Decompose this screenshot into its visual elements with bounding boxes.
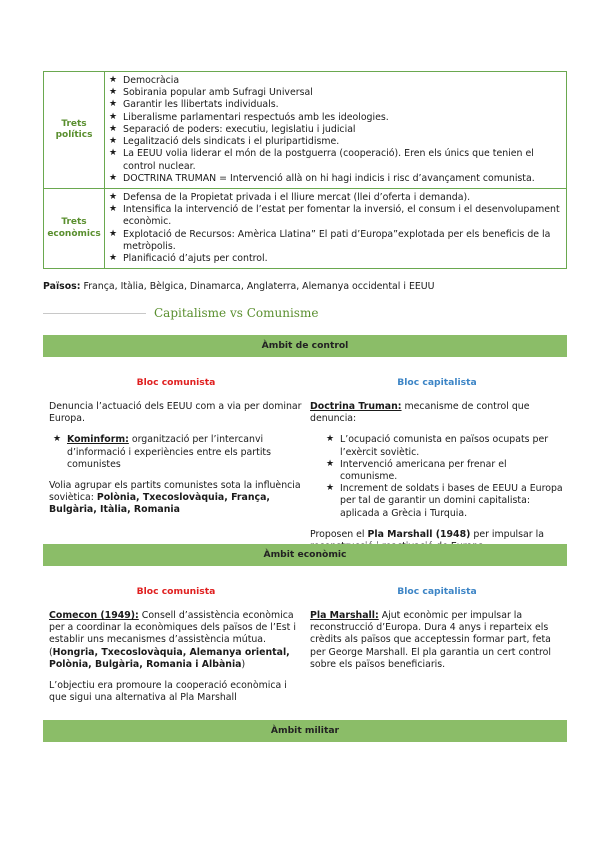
star-icon: ★ xyxy=(109,191,118,202)
star-icon: ★ xyxy=(109,111,118,122)
economics-label-line-1: Trets xyxy=(61,217,87,228)
economic-band: Àmbit econòmic xyxy=(43,544,567,566)
marshall-plan-term: Pla Marshall (1948) xyxy=(367,528,471,540)
section-title-row xyxy=(43,306,318,322)
politics-label xyxy=(44,72,105,189)
star-icon: ★ xyxy=(109,172,118,183)
list-item: ★ Planificació d’ajuts per control. xyxy=(109,253,268,265)
kominform-term: Kominform: xyxy=(67,434,129,446)
control-communist-influence: Volia agrupar els partits comunistes sota la influència soviètica: Polònia, Txecoslovàquia, França, Bulgària, Itàlia, Romania xyxy=(49,480,301,516)
economics-list xyxy=(105,192,560,265)
truman-term: Doctrina Truman: xyxy=(310,400,402,412)
control-communist-column xyxy=(49,377,303,526)
star-icon: ★ xyxy=(109,99,118,110)
economics-label xyxy=(44,188,105,268)
list-item: ★ L’ocupació comunista en països ocupats per l’exèrcit soviètic. xyxy=(326,434,549,458)
economics-label-line-2: econòmics xyxy=(47,228,101,239)
section-title: Capitalisme vs Comunisme xyxy=(154,306,319,320)
comecon-countries: Hongria, Txecoslovàquia, Alemanya oriental, Polònia, Bulgària, Romania i Albània xyxy=(49,646,290,670)
star-icon: ★ xyxy=(109,87,118,98)
politics-row xyxy=(44,72,567,189)
marshall-term: Pla Marshall: xyxy=(310,609,379,621)
title-divider xyxy=(43,313,146,314)
list-item: ★ Liberalisme parlamentari respectuós amb les ideologies. xyxy=(109,111,389,123)
traits-table xyxy=(43,71,567,269)
list-item: ★ La EEUU volia liderar el món de la postguerra (cooperació). Eren els únics que tenien el control nuclear. xyxy=(109,148,534,172)
economic-capitalist-heading: Bloc capitalista xyxy=(397,586,477,597)
truman-list xyxy=(322,434,564,520)
economic-communist-heading: Bloc comunista xyxy=(136,586,216,597)
countries-label: Països: xyxy=(43,281,81,292)
list-item: ★ Intensifica la intervenció de l’estat per fomentar la inversió, el consum i el desenvolupament econòmic. xyxy=(109,204,560,228)
star-icon: ★ xyxy=(109,75,118,85)
control-capitalist-heading: Bloc capitalista xyxy=(397,377,477,388)
star-icon: ★ xyxy=(326,434,335,445)
list-item: ★ Garantir les llibertats individuals. xyxy=(109,99,279,111)
politics-items-cell xyxy=(105,72,567,189)
economic-communist-column xyxy=(49,586,303,713)
star-icon: ★ xyxy=(326,483,335,494)
countries-text: França, Itàlia, Bèlgica, Dinamarca, Anglaterra, Alemanya occidental i EEUU xyxy=(80,281,435,292)
military-band: Àmbit militar xyxy=(43,720,567,742)
kominform-text: organització per l’intercanvi d’informació i experiències entre els partits comunistes xyxy=(67,434,271,470)
comecon-term: Comecon (1949): xyxy=(49,609,139,621)
list-item: ★ Defensa de la Propietat privada i el lliure mercat (llei d’oferta i demanda). xyxy=(109,191,471,203)
politics-list xyxy=(105,75,560,185)
comecon-paragraph: Comecon (1949): Consell d’assistència econòmica per a coordinar la econòmiques dels països de l’Est i establir uns mecanismes d’assistència mútua. (Hongria, Txecoslovàquia, Alemanya oriental, Polònia, Bulgària, Romania i Albània) xyxy=(49,609,296,670)
list-item: ★ Explotació de Recursos: Amèrica Llatina” El pati d’Europa”explotada per els beneficis de la metròpolis. xyxy=(109,228,551,252)
star-icon: ★ xyxy=(109,253,118,264)
list-item: ★ Intervenció americana per frenar el comunisme. xyxy=(326,458,507,483)
control-communist-heading: Bloc comunista xyxy=(136,377,216,388)
star-icon: ★ xyxy=(109,148,118,159)
kominform-list xyxy=(49,434,303,471)
politics-label-line-1: Trets xyxy=(61,118,87,129)
countries-line xyxy=(43,281,435,293)
list-item: ★ Democràcia xyxy=(109,75,180,86)
star-icon: ★ xyxy=(109,204,118,215)
list-item xyxy=(49,434,303,471)
economic-capitalist-column xyxy=(310,586,564,680)
truman-intro: Doctrina Truman: mecanisme de control que denuncia: xyxy=(310,400,530,425)
star-icon: ★ xyxy=(109,228,118,239)
marshall-paragraph: Pla Marshall: Ajut econòmic per impulsar la reconstrucció d’Europa. Dura 4 anys i reparteix els crèdits als països que acceptessin formar part, feta per George Marshall. El pla garantia un cert control sobre els països beneficiaris. xyxy=(310,609,551,670)
control-band: Àmbit de control xyxy=(43,335,567,357)
control-communist-intro: Denuncia l’actuació dels EEUU com a via per dominar Europa. xyxy=(49,400,302,425)
economics-row xyxy=(44,188,567,268)
comecon-objective: L’objectiu era promoure la cooperació econòmica i que sigui una alternativa al Pla Marshall xyxy=(49,680,287,704)
list-item: ★ Sobirania popular amb Sufragi Universal xyxy=(109,87,313,99)
star-icon: ★ xyxy=(109,123,118,134)
star-icon: ★ xyxy=(326,458,335,469)
politics-label-line-2: polítics xyxy=(55,129,93,140)
star-icon: ★ xyxy=(109,136,118,147)
list-item: ★ Separació de poders: executiu, legislatiu i judicial xyxy=(109,123,356,135)
economics-items-cell xyxy=(105,188,567,268)
star-icon: ★ xyxy=(53,434,62,445)
influence-countries: Polònia, Txecoslovàquia, França, Bulgària, Itàlia, Romania xyxy=(49,492,270,516)
list-item: ★ Increment de soldats i bases de EEUU a Europa per tal de garantir un domini capitalista: aplicada a Grècia i Turquia. xyxy=(326,483,563,519)
marshall-proposal: Proposen el Pla Marshall (1948) per impulsar la xyxy=(310,528,544,540)
list-item: ★ DOCTRINA TRUMAN = Intervenció allà on hi hagi indicis i risc d’avançament comunista. xyxy=(109,172,535,184)
list-item: ★ Legalització dels sindicats i el pluripartidisme. xyxy=(109,136,340,148)
control-capitalist-column xyxy=(310,377,564,562)
